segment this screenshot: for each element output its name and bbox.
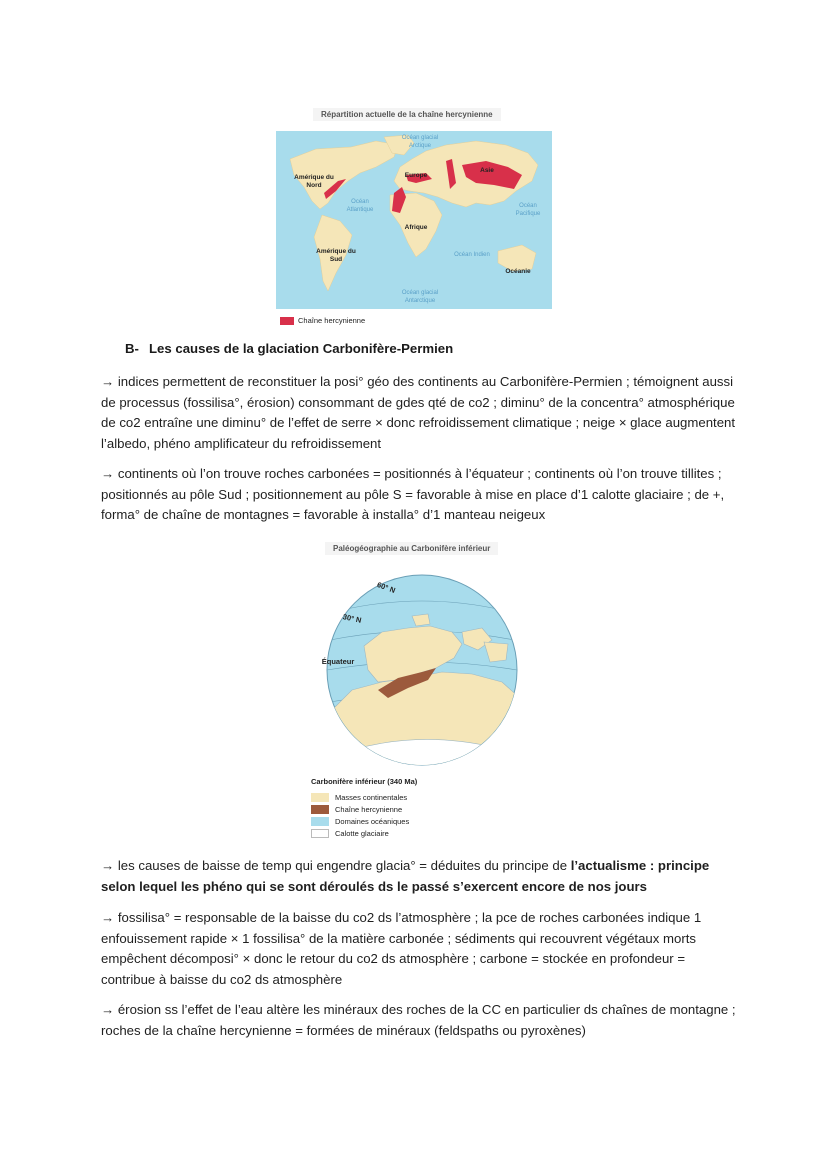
- paragraph-2: [101, 464, 741, 526]
- paragraph-2-text: → continents où l’on trouve roches carbonées = positionnés à l’équateur ; continents où l’on trouve tillites ; positionnés au pôle Sud ; positionnement au pôle S = favorable à mise en place d’1 calotte glaciaire ; de +, forma° de chaîne de montagnes = favorable à installa° d’1 manteau neigeux: [101, 466, 725, 523]
- label-pacific-ocean: Océan Pacifique: [515, 203, 541, 217]
- label-equator: Équateur: [321, 657, 355, 666]
- paleo-globe: [312, 570, 532, 770]
- legend-row-continents: [311, 793, 407, 802]
- legend-label: Chaîne hercynienne: [298, 316, 366, 325]
- map2-legend-title: [311, 777, 417, 786]
- paragraph-5-text: → érosion ss l’effet de l’eau altère les minéraux des roches de la CC en particulier ds chaînes de montagne ; roches de la chaîne hercynienne = formées de minéraux (feldspaths ou pyroxènes): [101, 1002, 736, 1038]
- legend-chain-label: Chaîne hercynienne: [335, 805, 403, 814]
- legend-row-ice: [311, 829, 389, 838]
- label-europe: Europe: [404, 172, 428, 179]
- label-atlantic-ocean: Océan Atlantique: [346, 199, 374, 213]
- legend-ice-label: Calotte glaciaire: [335, 829, 389, 838]
- swatch-ocean: [311, 817, 329, 826]
- paragraph-4-text: → fossilisa° = responsable de la baisse du co2 ds l’atmosphère ; la pce de roches carbonées indique 1 enfouissement rapide × 1 fossilisa° de la matière carbonée ; sédiments qui recouvrent végétaux morts empêchent décomposi° × donc le retour du co2 ds atmosphère ; carbone = stockée en profondeur = contribue à baisse du co2 ds atmosphère: [101, 910, 702, 987]
- label-arctic-ocean: Océan glacial Arctique: [401, 135, 439, 149]
- actualisme-definition: l’actualisme : principe selon lequel les phéno qui se sont déroulés ds le passé s’exercent encore de nos jours: [101, 858, 710, 894]
- world-map: [276, 131, 552, 309]
- label-antarctic-ocean: Océan glacial Antarctique: [401, 290, 439, 304]
- swatch-chain: [311, 805, 329, 814]
- label-indian-ocean: Océan Indien: [454, 252, 490, 258]
- legend-swatch-chain: [280, 317, 294, 325]
- paragraph-5: [101, 1000, 741, 1041]
- section-title: Les causes de la glaciation Carbonifère-Permien: [149, 341, 454, 356]
- swatch-continents: [311, 793, 329, 802]
- label-north-america: Amérique du Nord: [294, 174, 334, 189]
- paragraph-1-text: → indices permettent de reconstituer la posi° géo des continents au Carbonifère-Permien ; témoignent aussi de processus (fossilisa°, érosion) consommant de gdes qté de co2 ; diminu° de la concentra° atmosphérique de co2 entraîne une diminu° de l’effet de serre × donc refroidissement climatique ; neige × glace augmentent l’albedo, phéno amplificateur du refroidissement: [101, 374, 736, 451]
- label-asie: Asie: [480, 167, 494, 174]
- paragraph-3-text: [101, 856, 741, 897]
- legend-title-text: Carbonifère inférieur (340 Ma): [311, 777, 418, 786]
- label-oceania: Océanie: [505, 268, 531, 275]
- section-heading: [125, 341, 453, 356]
- paragraph-4: [101, 908, 741, 990]
- map1-title: Répartition actuelle de la chaîne hercynienne: [313, 108, 501, 121]
- label-africa: Afrique: [404, 224, 428, 231]
- paragraph-1: [101, 372, 741, 454]
- map1-legend: [280, 316, 365, 325]
- legend-continents-label: Masses continentales: [335, 793, 408, 802]
- swatch-ice: [311, 829, 329, 838]
- section-number: B-: [125, 341, 139, 356]
- legend-row-chain: [311, 805, 402, 814]
- paragraph-3: [101, 856, 741, 897]
- map2-title: Paléogéographie au Carbonifère inférieur: [325, 542, 498, 555]
- paragraph-3-plain: → les causes de baisse de temp qui engendre glacia° = déduites du principe de: [101, 858, 571, 873]
- legend-row-ocean: [311, 817, 409, 826]
- label-south-america: Amérique du Sud: [316, 248, 356, 263]
- label-60n: 60° N: [375, 580, 397, 595]
- label-30n: 30° N: [341, 612, 363, 625]
- legend-ocean-label: Domaines océaniques: [335, 817, 410, 826]
